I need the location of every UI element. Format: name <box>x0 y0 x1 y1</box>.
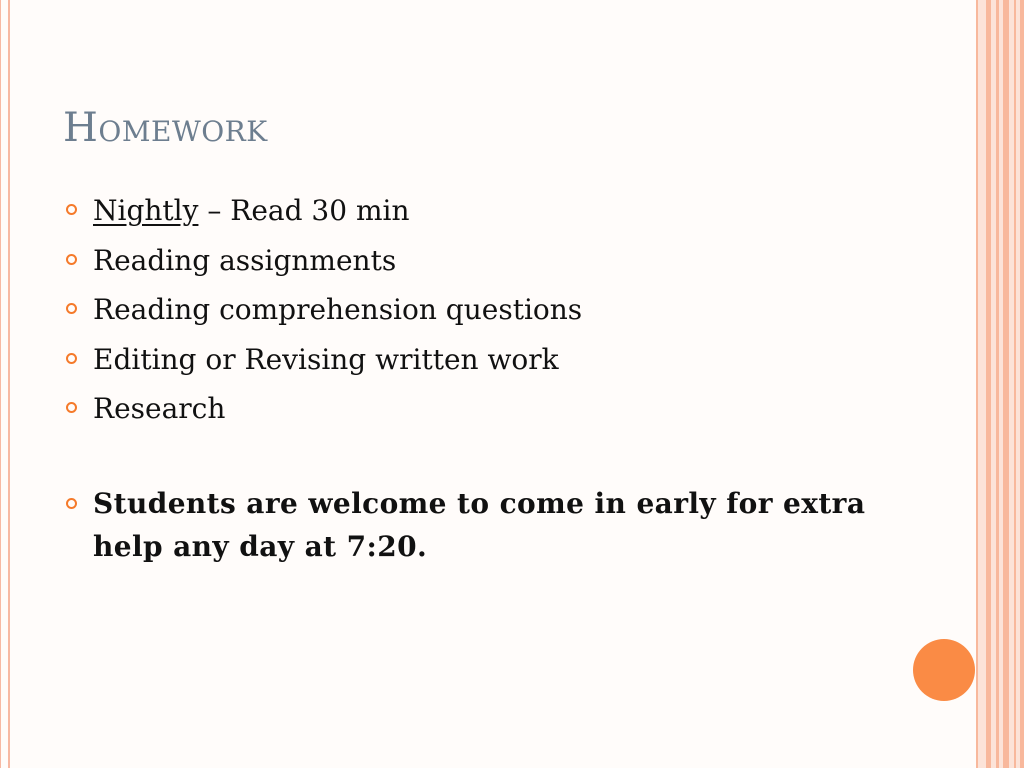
bullet-text: Research <box>93 392 226 425</box>
decor-circle <box>913 639 975 701</box>
right-decor-stripe <box>1014 0 1016 768</box>
bullet-circle-icon <box>66 402 77 413</box>
right-decor-stripe <box>1020 0 1024 768</box>
right-decor-stripe <box>986 0 991 768</box>
bullet-item <box>64 335 944 385</box>
right-decor-stripe <box>1003 0 1009 768</box>
bullet-item-note <box>64 482 893 568</box>
right-decor-stripe <box>976 0 978 768</box>
note-text: Students are welcome to come in early for extra help any day at 7:20. <box>93 487 866 563</box>
left-border-line <box>8 0 10 768</box>
bullet-lead: Nightly <box>93 194 199 227</box>
right-decor-band <box>976 0 1024 768</box>
bullet-text: Reading comprehension questions <box>93 293 583 326</box>
bullet-item <box>64 285 944 335</box>
bullet-circle-icon <box>66 303 77 314</box>
slide-title: Homework <box>63 105 268 151</box>
bullet-circle-icon <box>66 254 77 265</box>
left-border-line <box>0 0 1 768</box>
bullet-circle-icon <box>66 353 77 364</box>
bullet-list <box>64 186 944 434</box>
bullet-item <box>64 186 944 236</box>
bullet-circle-icon <box>66 204 77 215</box>
right-decor-stripe <box>996 0 999 768</box>
bullet-text: – Read 30 min <box>198 194 410 227</box>
bullet-text: Reading assignments <box>93 243 397 277</box>
bullet-item <box>64 236 944 286</box>
bullet-text: Editing or Revising written work <box>93 342 559 376</box>
bullet-item <box>64 384 944 434</box>
bullet-circle-icon <box>66 498 77 509</box>
